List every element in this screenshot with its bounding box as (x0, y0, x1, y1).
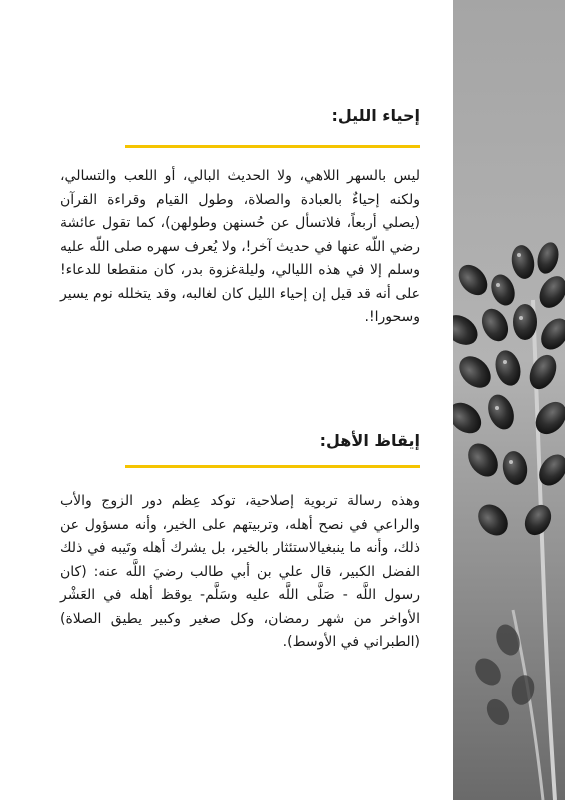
section-divider-waking-family (125, 465, 420, 468)
section-title-waking-family: إيقاظ الأهل: (319, 431, 420, 450)
section-body-night-prayer: ليس بالسهر اللاهي، ولا الحديث البالي، أو اللعب والتسالي، ولكنه إحياءٌ بالعبادة والصلاة، وطول القيام وقراءة القرآن (يصلي أربعاً، فلاتسأل عن حُسنهن وطولهن)، كما تقول عائشة رضي اللّه عنها في حديث آخر!، ولا يُعرف سهره صلى اللّه عليه وسلم إلا في هذه الليالي، وليلةغزوة بدر، كان منقطعا للدعاء! على أنه قد قيل إن إحياء الليل كان لغالبه، وقد يتخلله نوم يسير وسحورا!. (60, 168, 420, 325)
section-title-night-prayer: إحياء الليل: (331, 106, 420, 125)
article-content (60, 0, 420, 800)
section-body-waking-family: وهذه رسالة تربوية إصلاحية، توكد عِظم دور الزوج والأب والراعي في نصح أهله، وتربيتهم على الخير، وأنه مسؤول عن ذلك، وأنه ما ينبغيالاستئثار بالخير، بل يشرك أهله وتَيبه في ذلك الفضل الكبير، قال علي بن أبي طالب رضيَ اللَّه عنه: (كان رسول اللَّه - صَلَّى اللَّه عليه وسَلَّم- يوقظ أهله في العَشْر الأواخر من شهر رمضان، وكل صغير وكبير يطيق الصلاة) (الطبراني في الأوسط). (60, 493, 420, 650)
lavender-illustration (453, 0, 565, 800)
lavender-photo (453, 0, 565, 800)
section-divider-night-prayer (125, 145, 420, 148)
